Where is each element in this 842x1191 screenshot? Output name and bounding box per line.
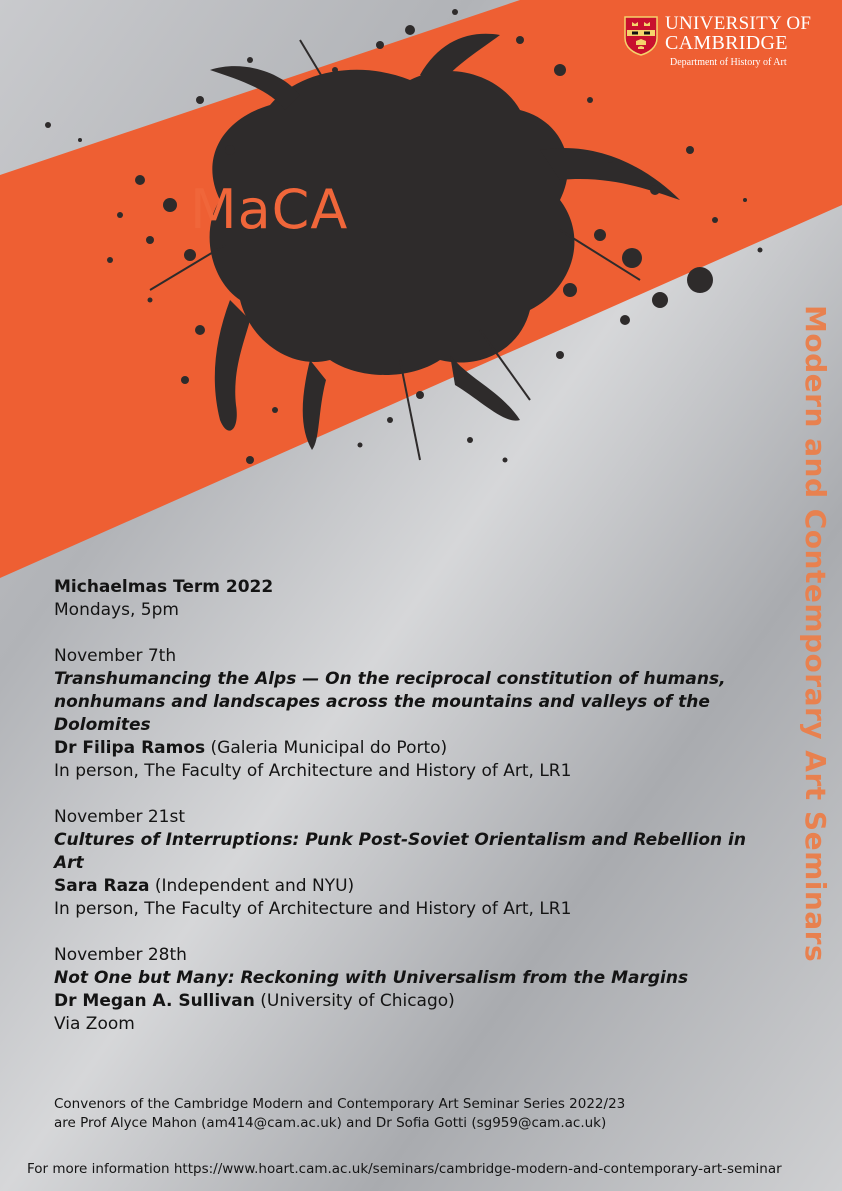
cambridge-crest-icon bbox=[624, 16, 658, 56]
university-name-line1: UNIVERSITY OF bbox=[665, 13, 812, 34]
event-location: In person, The Faculty of Architecture and History of Art, LR1 bbox=[54, 899, 572, 919]
maca-title: MaCA bbox=[190, 178, 349, 241]
university-name-line2: CAMBRIDGE bbox=[665, 32, 788, 54]
event-title: Cultures of Interruptions: Punk Post-Soviet Orientalism and Rebellion in Art bbox=[54, 830, 746, 873]
schedule bbox=[54, 576, 774, 1036]
convenors-note bbox=[54, 1095, 625, 1133]
speaker-affiliation: (Independent and NYU) bbox=[154, 876, 355, 896]
event-speaker bbox=[54, 737, 774, 760]
session-time: Mondays, 5pm bbox=[54, 600, 179, 620]
speaker-name: Dr Megan A. Sullivan bbox=[54, 991, 255, 1011]
event-date: November 21st bbox=[54, 807, 185, 827]
speaker-affiliation: (University of Chicago) bbox=[260, 991, 455, 1011]
vertical-title bbox=[796, 305, 836, 1145]
convenors-line2[interactable]: are Prof Alyce Mahon (am414@cam.ac.uk) and Dr Sofia Gotti (sg959@cam.ac.uk) bbox=[54, 1115, 607, 1131]
event-speaker bbox=[54, 990, 774, 1013]
speaker-affiliation: (Galeria Municipal do Porto) bbox=[210, 738, 448, 758]
event-title: Not One but Many: Reckoning with Universalism from the Margins bbox=[54, 968, 689, 988]
event-speaker bbox=[54, 875, 774, 898]
event-title: Transhumancing the Alps — On the reciprocal constitution of humans, nonhumans and landscapes across the mountains and valleys of the Dolomites bbox=[54, 669, 726, 735]
convenors-line1: Convenors of the Cambridge Modern and Contemporary Art Seminar Series 2022/23 bbox=[54, 1096, 626, 1112]
event-date: November 7th bbox=[54, 646, 177, 666]
event-2 bbox=[54, 806, 774, 921]
vertical-title-text: Modern and Contemporary Art Seminars bbox=[799, 305, 832, 963]
event-3 bbox=[54, 944, 774, 1036]
event-location: Via Zoom bbox=[54, 1014, 135, 1034]
department-name: Department of History of Art bbox=[670, 57, 787, 68]
university-logo[interactable] bbox=[624, 14, 824, 74]
event-1 bbox=[54, 645, 774, 783]
speaker-name: Sara Raza bbox=[54, 876, 150, 896]
speaker-name: Dr Filipa Ramos bbox=[54, 738, 206, 758]
event-location: In person, The Faculty of Architecture and History of Art, LR1 bbox=[54, 761, 572, 781]
event-date: November 28th bbox=[54, 945, 187, 965]
term-heading: Michaelmas Term 2022 bbox=[54, 577, 274, 597]
more-info-link[interactable]: For more information https://www.hoart.cam.ac.uk/seminars/cambridge-modern-and-contemporary-art-seminar bbox=[27, 1161, 782, 1177]
